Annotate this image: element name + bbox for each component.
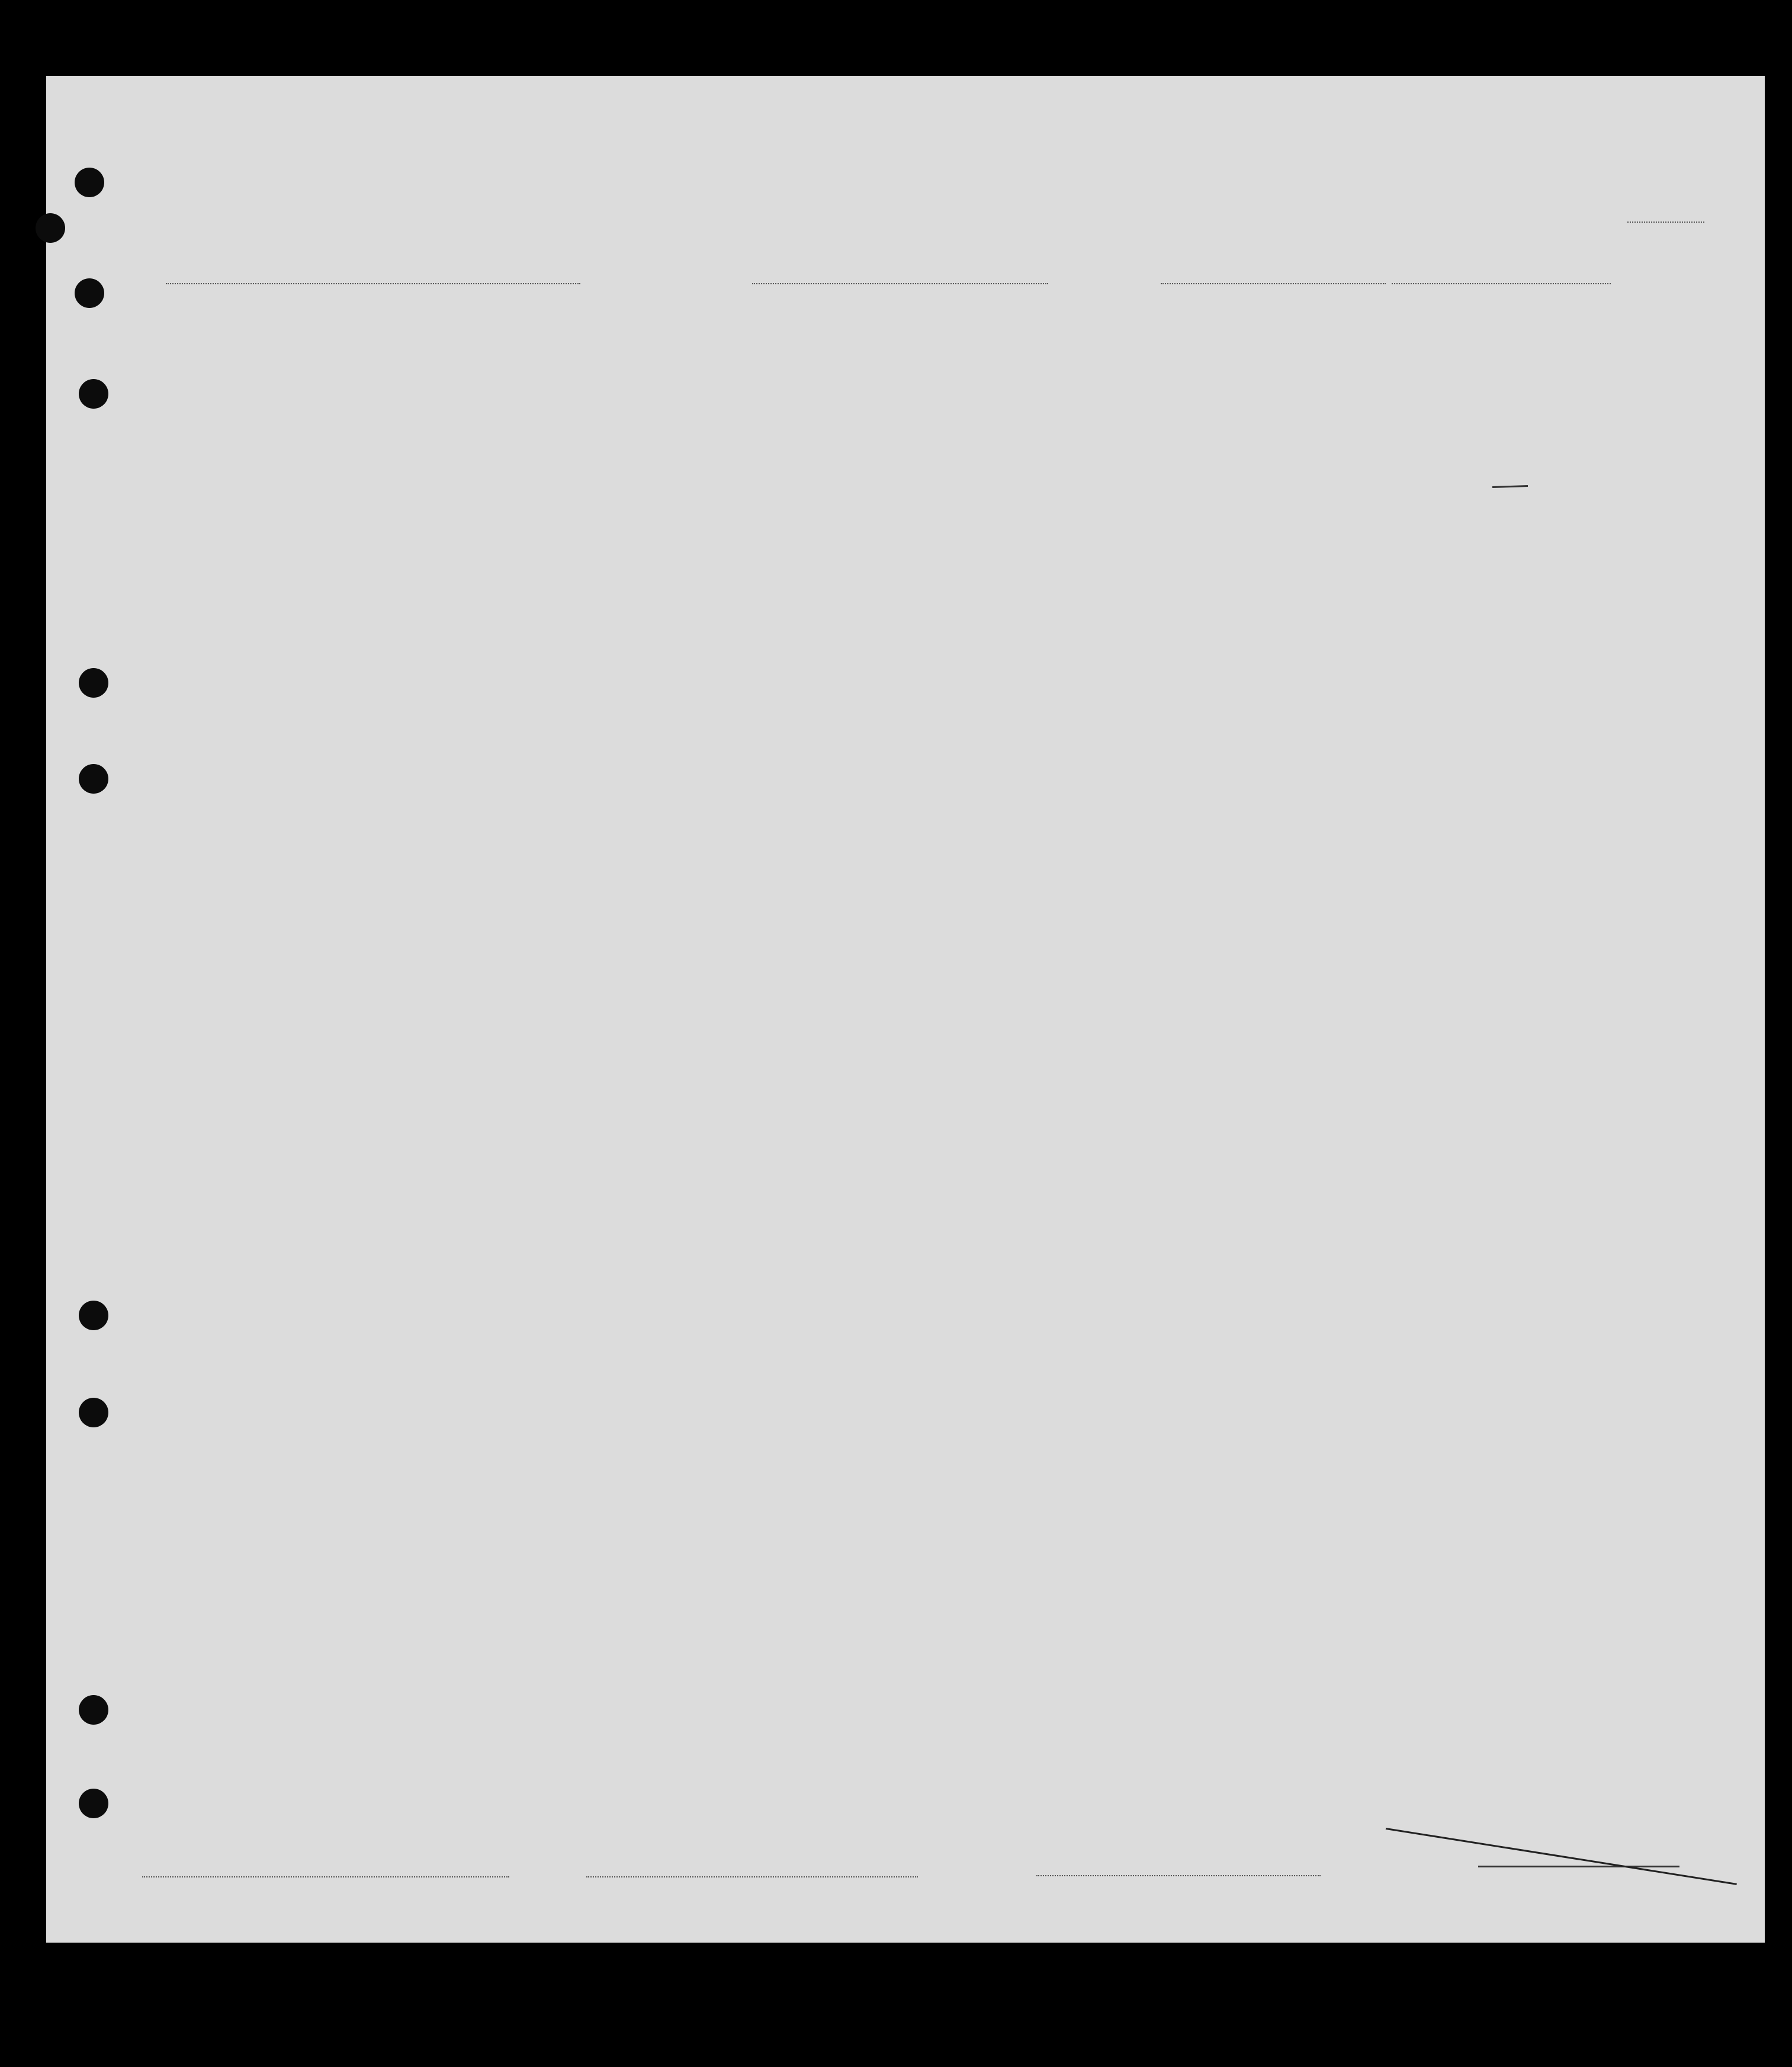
col-8-header — [1168, 296, 1266, 297]
col-1-header — [107, 296, 147, 317]
col-3-header — [557, 296, 656, 314]
punch-hole — [79, 1789, 108, 1818]
col-6-header — [989, 296, 1051, 304]
col-10-header — [1386, 296, 1549, 301]
col-7-header — [1052, 296, 1168, 304]
punch-hole — [36, 213, 65, 243]
signature-stroke — [1478, 1866, 1679, 1867]
punch-hole — [79, 379, 108, 409]
punch-hole — [79, 668, 108, 698]
punch-hole — [75, 168, 104, 197]
punch-hole — [79, 1398, 108, 1427]
punch-hole — [75, 278, 104, 308]
punch-hole — [79, 1301, 108, 1330]
punch-hole — [79, 764, 108, 794]
col-11-header — [1550, 296, 1752, 314]
col-9-header — [1267, 296, 1385, 297]
col-4-header — [656, 296, 791, 317]
col-5-header — [792, 296, 989, 304]
punch-hole — [79, 1695, 108, 1725]
col-2-header — [147, 296, 555, 302]
manifest-sheet — [46, 76, 1765, 1943]
